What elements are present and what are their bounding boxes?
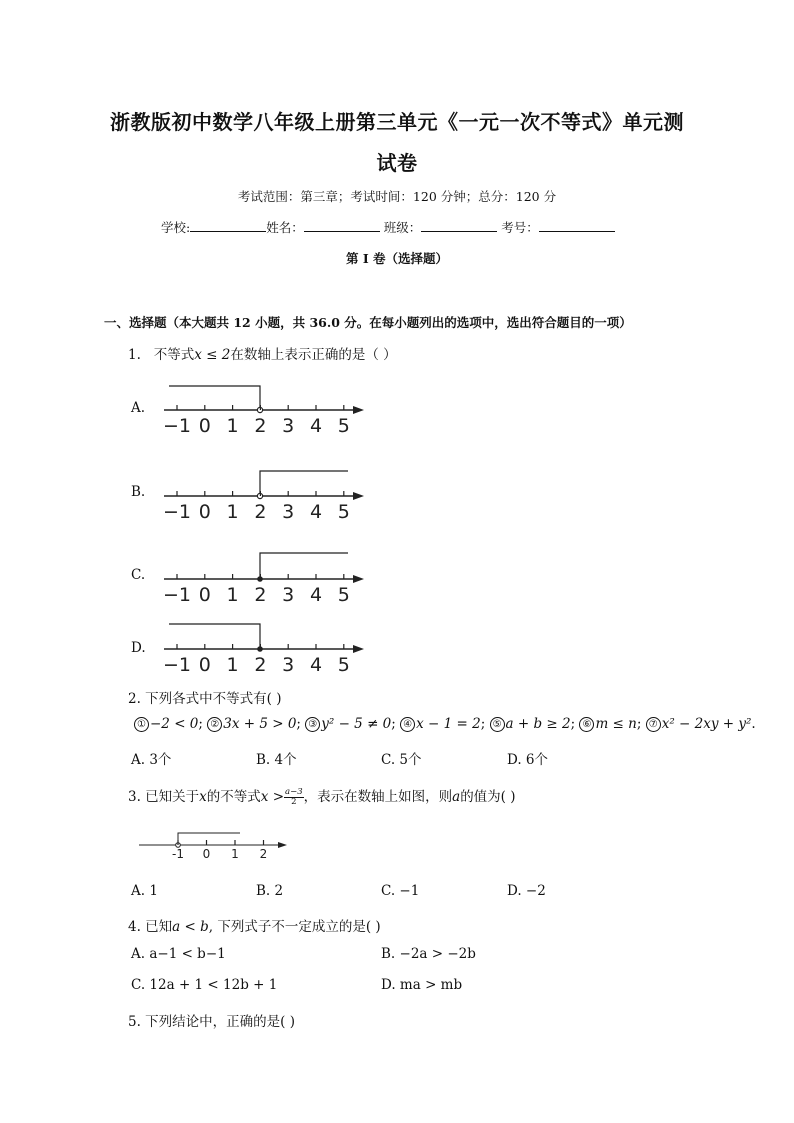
q2-option-c[interactable]: C. 5个 <box>381 752 422 768</box>
solution-ray-d <box>169 624 260 649</box>
solution-ray-c <box>260 553 348 579</box>
tick-label: 4 <box>309 584 323 606</box>
tick-label: 1 <box>226 501 239 523</box>
q4-option-b[interactable]: B. −2a > −2b <box>381 946 476 962</box>
tick-label: 1 <box>226 654 239 676</box>
number-label: 考号： <box>501 220 539 235</box>
class-label: 班级： <box>383 220 422 235</box>
tick-label: 0 <box>198 584 211 606</box>
class-blank[interactable] <box>421 219 497 232</box>
tick-label: 0 <box>198 501 211 523</box>
question-5-stem: 5. 下列结论中，正确的是( ) <box>128 1014 295 1030</box>
q2-option-b[interactable]: B. 4个 <box>256 752 297 768</box>
tick-label: 4 <box>309 415 323 437</box>
tick-label: 2 <box>254 654 267 676</box>
q4-option-c[interactable]: C. 12a + 1 < 12b + 1 <box>131 977 278 993</box>
tick-label: 3 <box>282 415 295 437</box>
q2-expression-list: ① −2 < 0; ② 3x + 5 > 0; ③ y² − 5 ≠ 0; ④ x − 1 = 2; ⑤ a + b ≥ 2; ⑥ m ≤ n; ⑦ x² − 2xy + y². <box>134 716 756 732</box>
tick-label: 2 <box>259 847 268 861</box>
q1-option-b-label[interactable]: B. <box>131 484 146 500</box>
arrow-icon <box>353 492 364 500</box>
q4-option-a[interactable]: A. a−1 < b−1 <box>131 946 226 962</box>
tick-label: −1 <box>162 584 192 606</box>
tick-label: −1 <box>162 654 192 676</box>
tick-label: 1 <box>231 847 239 861</box>
tick-label: 2 <box>254 415 267 437</box>
q3-number-line <box>135 826 295 866</box>
q1-option-c-label[interactable]: C. <box>131 567 146 583</box>
tick-label: 0 <box>202 847 211 861</box>
student-fields <box>161 218 615 236</box>
question-4-stem: 4. 已知a < b, 下列式子不一定成立的是( ) <box>128 919 381 935</box>
tick-label: 3 <box>282 584 295 606</box>
number-blank[interactable] <box>539 219 615 232</box>
fraction: $\frac{a-3}{2}$ <box>285 787 303 807</box>
question-2-stem: 2. 下列各式中不等式有( ) <box>128 691 282 707</box>
tick-label: 1 <box>226 584 239 606</box>
number-line-d <box>150 618 375 678</box>
question-1-stem: 1. 不等式x ≤ 2在数轴上表示正确的是（ ） <box>128 347 397 363</box>
question-3-stem: 3. 已知关于x的不等式x > $\frac{a-3}{2}$ ，表示在数轴上如图，则a的值为( ) <box>128 787 516 807</box>
page-title: 浙教版初中数学八年级上册第三单元《一元一次不等式》单元测 <box>110 110 684 134</box>
tick-label: 2 <box>254 501 267 523</box>
solution-ray-a <box>169 386 260 410</box>
tick-label: 4 <box>309 654 323 676</box>
arrow-icon <box>278 842 287 848</box>
volume-title: 第 I 卷（选择题） <box>345 251 449 266</box>
arrow-icon <box>353 575 364 583</box>
q2-option-a[interactable]: A. 3个 <box>131 752 172 768</box>
tick-label: −1 <box>162 415 192 437</box>
tick-label: 5 <box>337 501 350 523</box>
number-line-c <box>150 543 375 608</box>
tick-label: 4 <box>309 501 323 523</box>
tick-label: 0 <box>198 415 211 437</box>
tick-label: 2 <box>254 584 267 606</box>
tick-label: 1 <box>226 415 239 437</box>
tick-label: 5 <box>337 584 350 606</box>
tick-label: 5 <box>337 654 350 676</box>
school-label: 学校: <box>161 220 191 235</box>
section-heading: 一、选择题（本大题共 12 小题，共 36.0 分。在每小题列出的选项中，选出符合题目的一项） <box>104 315 632 330</box>
tick-label: 3 <box>282 501 295 523</box>
q3-option-a[interactable]: A. 1 <box>131 883 158 899</box>
solution-ray-b <box>260 471 348 496</box>
q3-option-d[interactable]: D. −2 <box>507 883 546 899</box>
tick-label: 0 <box>198 654 211 676</box>
tick-label: 5 <box>337 415 350 437</box>
q2-option-d[interactable]: D. 6个 <box>507 752 549 768</box>
page-title-cont: 试卷 <box>376 151 418 175</box>
tick-label: −1 <box>162 501 192 523</box>
arrow-icon <box>353 645 364 653</box>
exam-info: 考试范围：第三章；考试时间：120 分钟；总分：120 分 <box>237 189 557 204</box>
number-line-a <box>150 378 375 443</box>
solution-ray-q3 <box>178 833 240 845</box>
q3-option-c[interactable]: C. −1 <box>381 883 420 899</box>
q1-option-d-label[interactable]: D. <box>131 640 146 656</box>
school-blank[interactable] <box>190 219 266 232</box>
tick-label: 3 <box>282 654 295 676</box>
q3-option-b[interactable]: B. 2 <box>256 883 284 899</box>
number-line-b <box>150 462 375 527</box>
name-label: 姓名： <box>266 220 304 235</box>
q1-option-a-label[interactable]: A. <box>131 400 146 416</box>
name-blank[interactable] <box>304 219 380 232</box>
tick-label: -1 <box>172 847 184 861</box>
arrow-icon <box>353 406 364 414</box>
q4-option-d[interactable]: D. ma > mb <box>381 977 463 993</box>
